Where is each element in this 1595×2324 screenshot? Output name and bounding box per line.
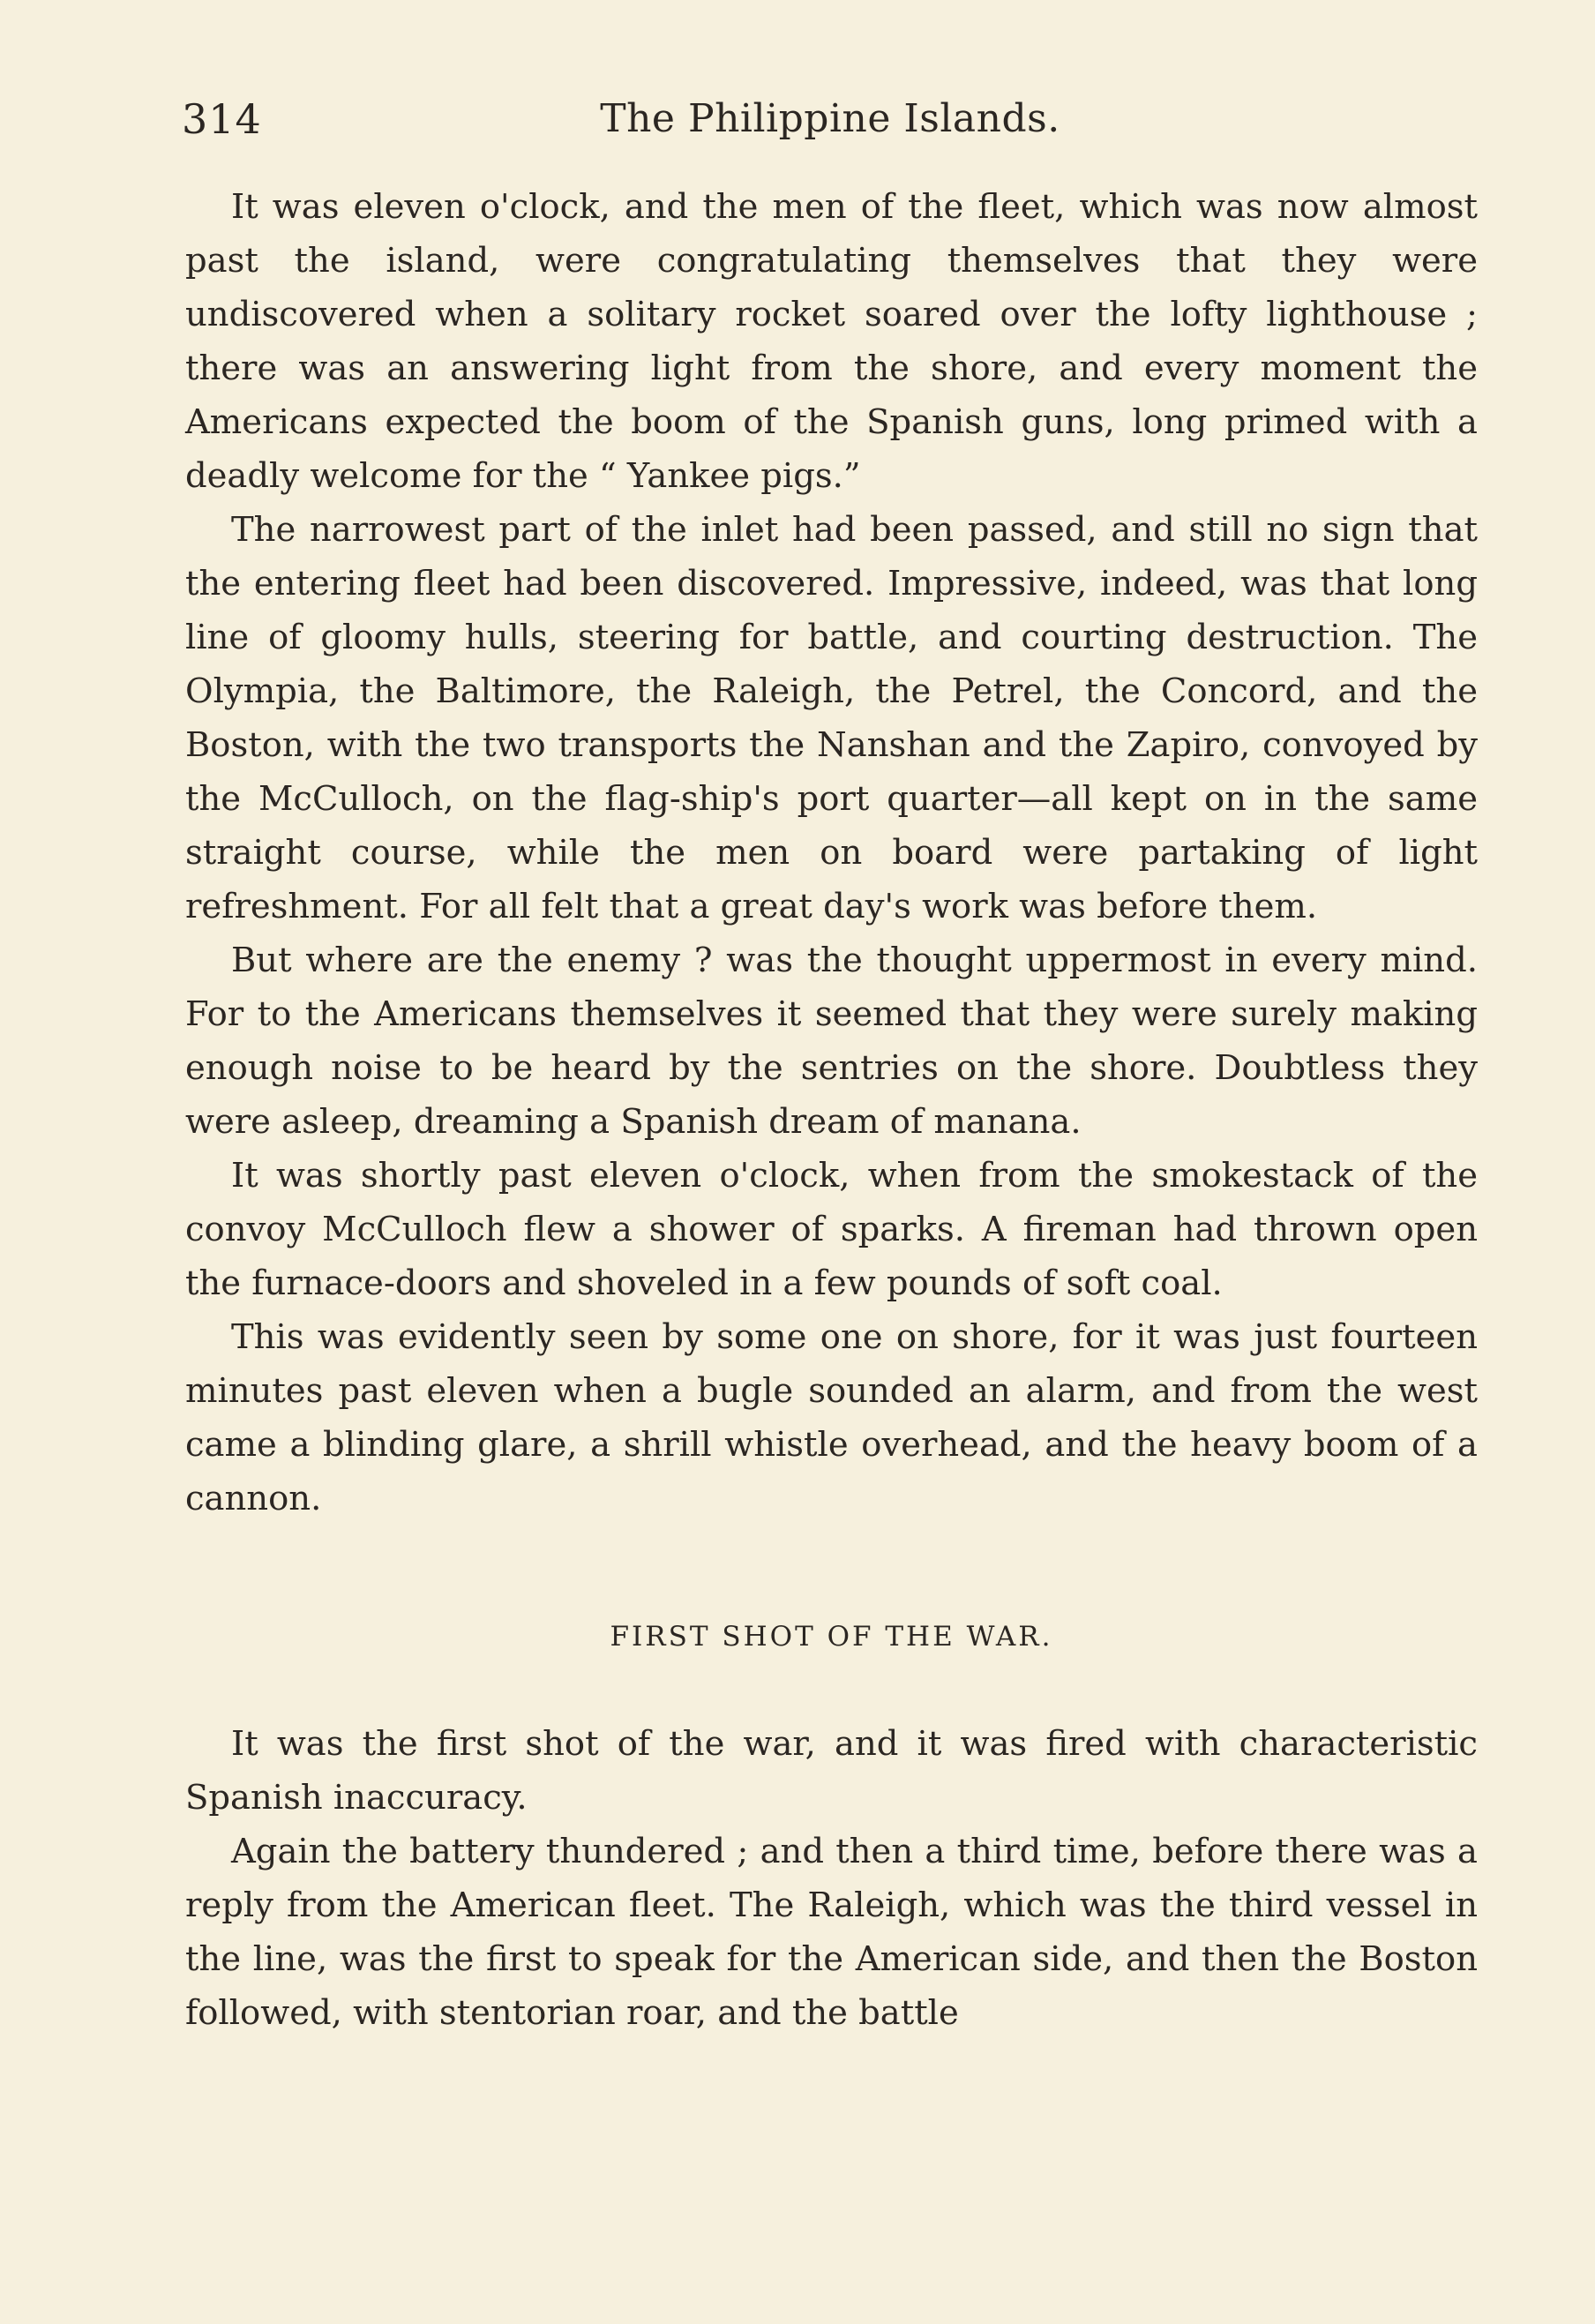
paragraph: The narrowest part of the inlet had been passed, and still no sign that the entering fleet had been discovered. Impressive, indeed, was that long line of gloomy hulls, steering for battle, and courting destruction. The Olympia, the Baltimore, the Raleigh, the Petrel, the Concord, and the Boston, with the two transports the Nanshan and the Zapiro, convoyed by the McCulloch, on the flag-ship's port quarter—all kept on in the same straight course, while the men on board were partaking of light refreshment. For all felt that a great day's work was before them. (185, 510, 1478, 926)
paragraph: It was shortly past eleven o'clock, when from the smokestack of the convoy McCulloch flew a shower of sparks. A fireman had thrown open the furnace-doors and shoveled in a few pounds of soft coal. (185, 1156, 1478, 1303)
paragraph: Again the battery thundered ; and then a third time, before there was a reply from the American fleet. The Raleigh, which was the third vessel in the line, was the first to speak for the American side, and then the Boston followed, with stentorian roar, and the battle (185, 1832, 1478, 2033)
paragraph: It was eleven o'clock, and the men of the fleet, which was now almost past the island, were congratulating themselves that they were undiscovered when a solitary rocket soared over the lofty lighthouse ; there was an answering light from the shore, and every moment the Americans expected the boom of the Spanish guns, long primed with a deadly welcome for the “ Yankee pigs.” (185, 187, 1478, 496)
page-header (182, 88, 1479, 150)
paragraph: But where are the enemy ? was the thought uppermost in every mind. For to the Americans themselves it seemed that they were surely making enough noise to be heard by the sentries on the shore. Doubtless they were asleep, dreaming a Spanish dream of manana. (185, 941, 1478, 1142)
spacer (185, 1526, 1478, 1610)
paragraph: This was evidently seen by some one on shore, for it was just fourteen minutes past eleven when a bugle sounded an alarm, and from the west came a blinding glare, a shrill whistle overhead, and the heavy boom of a cannon. (185, 1317, 1478, 1518)
body-text (185, 180, 1478, 2040)
page-number: 314 (182, 95, 262, 143)
section-heading: FIRST SHOT OF THE WAR. (610, 1621, 1053, 1653)
spacer (185, 1664, 1478, 1717)
paragraph: It was the first shot of the war, and it was fired with characteristic Spanish inaccuracy. (185, 1724, 1478, 1818)
running-title: The Philippine Islands. (600, 96, 1060, 141)
